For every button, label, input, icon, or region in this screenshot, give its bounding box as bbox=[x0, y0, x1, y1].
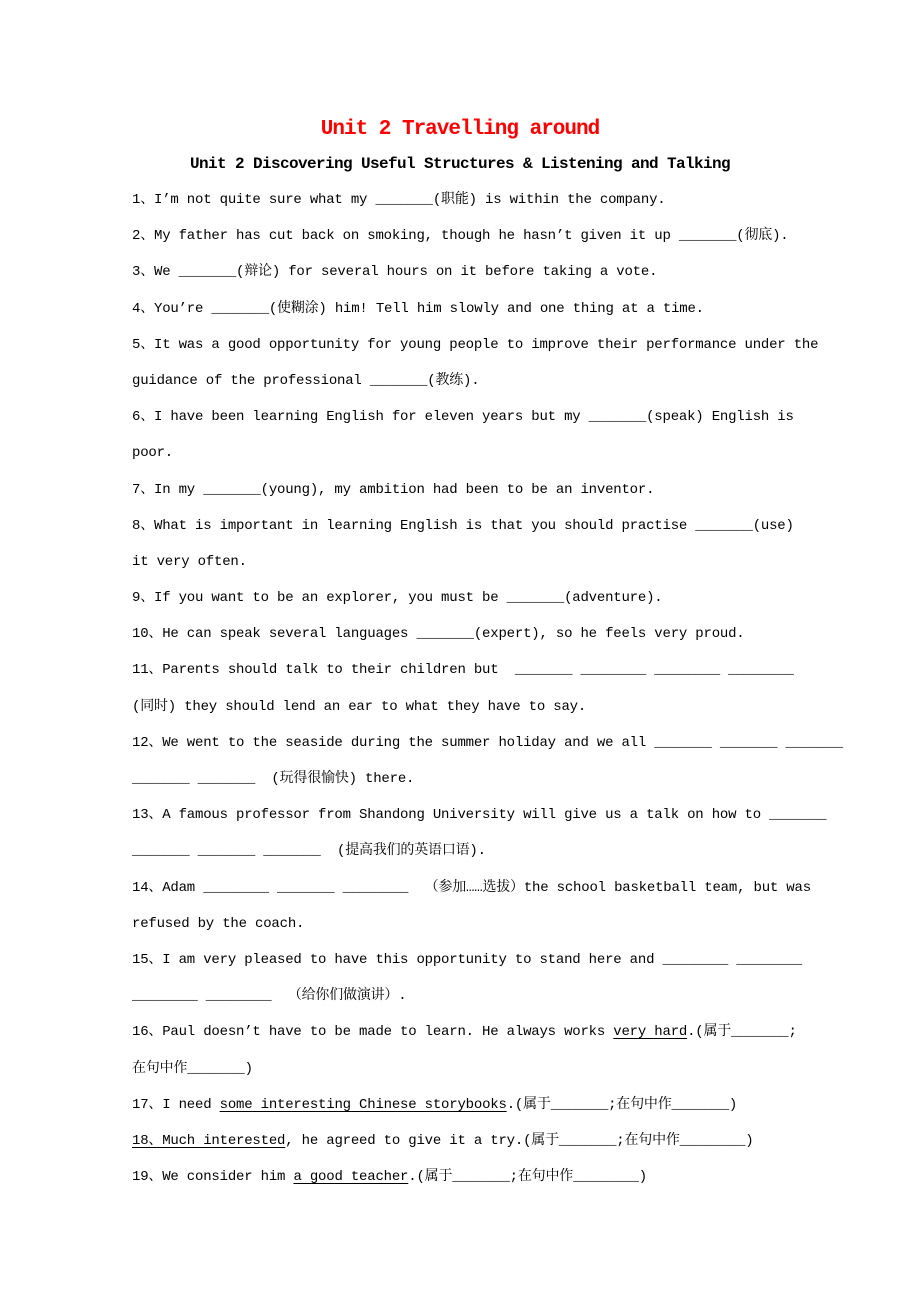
underlined-phrase: a good teacher bbox=[293, 1169, 409, 1186]
text-run: 10、He can speak several languages _______(expert), so he feels very proud. bbox=[132, 626, 745, 643]
underlined-phrase: 18、Much interested bbox=[132, 1132, 286, 1149]
exercise-line-17 bbox=[132, 761, 836, 797]
underlined-phrase: some interesting Chinese storybooks bbox=[219, 1096, 507, 1113]
text-run: 16、Paul doesn’t have to be made to learn. He always works bbox=[132, 1024, 614, 1041]
exercise-line-12 bbox=[132, 580, 836, 616]
document-header bbox=[0, 114, 920, 182]
page-subtitle: Unit 2 Discovering Useful Structures & Listening and Talking bbox=[189, 155, 731, 173]
exercise-line-11 bbox=[132, 544, 836, 580]
exercise-line-24 bbox=[132, 1014, 836, 1050]
exercise-line-25 bbox=[132, 1051, 836, 1087]
text-run: 15、I am very pleased to have this opportunity to stand here and ________ ________ bbox=[132, 951, 802, 968]
exercise-line-28 bbox=[132, 1159, 836, 1195]
text-run: 13、A famous professor from Shandong University will give us a talk on how to _______ bbox=[132, 807, 827, 824]
text-run: 7、In my _______(young), my ambition had been to be an inventor. bbox=[132, 481, 655, 498]
text-run: 4、You’re _______(使糊涂) him! Tell him slowly and one thing at a time. bbox=[132, 300, 704, 317]
text-run: 12、We went to the seaside during the summer holiday and we all _______ _______ _______ bbox=[132, 734, 843, 751]
exercise-line-21 bbox=[132, 906, 836, 942]
exercise-line-15 bbox=[132, 689, 836, 725]
exercise-line-1 bbox=[132, 182, 836, 218]
text-run: 14、Adam ________ _______ ________ （参加……选拔）the school basketball team, but was bbox=[132, 879, 811, 896]
underlined-phrase: very hard bbox=[613, 1024, 688, 1041]
exercise-line-26 bbox=[132, 1087, 836, 1123]
text-run: 3、We _______(辩论) for several hours on it before taking a vote. bbox=[132, 264, 658, 281]
text-run: 19、We consider him bbox=[132, 1169, 294, 1186]
exercise-line-6 bbox=[132, 363, 836, 399]
text-run: 17、I need bbox=[132, 1096, 220, 1113]
exercise-line-14 bbox=[132, 652, 836, 688]
exercise-line-19 bbox=[132, 833, 836, 869]
text-run: 2、My father has cut back on smoking, though he hasn’t given it up _______(彻底). bbox=[132, 228, 789, 245]
text-run: .(属于_______;在句中作________) bbox=[408, 1169, 647, 1186]
exercise-line-3 bbox=[132, 254, 836, 290]
text-run: _______ _______ _______ (提高我们的英语口语). bbox=[132, 843, 486, 860]
exercise-line-22 bbox=[132, 942, 836, 978]
text-run: poor. bbox=[132, 445, 174, 462]
text-run: guidance of the professional _______(教练). bbox=[132, 372, 480, 389]
text-run: _______ _______ (玩得很愉快) there. bbox=[132, 771, 415, 787]
text-run: (同时) they should lend an ear to what they have to say. bbox=[132, 698, 587, 715]
text-run: 6、I have been learning English for eleven years but my _______(speak) English is bbox=[132, 409, 794, 426]
exercise-line-13 bbox=[132, 616, 836, 652]
text-run: it very often. bbox=[132, 553, 247, 570]
text-run: 1、I’m not quite sure what my _______(职能) is within the company. bbox=[132, 192, 666, 208]
exercise-line-18 bbox=[132, 797, 836, 833]
text-run: ________ ________ （给你们做演讲）. bbox=[132, 988, 407, 1005]
text-run: 在句中作_______) bbox=[132, 1060, 253, 1077]
exercise-list bbox=[132, 182, 843, 1195]
text-run: 9、If you want to be an explorer, you must be _______(adventure). bbox=[132, 590, 663, 607]
exercise-line-16 bbox=[132, 725, 843, 761]
exercise-line-20 bbox=[132, 870, 836, 906]
exercise-line-4 bbox=[132, 291, 836, 327]
exercise-line-8 bbox=[132, 435, 836, 471]
exercise-line-27 bbox=[132, 1123, 836, 1159]
exercise-line-5 bbox=[132, 327, 836, 363]
exercise-line-10 bbox=[132, 508, 836, 544]
text-run: 11、Parents should talk to their children but _______ ________ ________ ________ bbox=[132, 662, 794, 679]
text-run: .(属于_______;在句中作_______) bbox=[506, 1096, 738, 1113]
text-run: .(属于_______; bbox=[687, 1024, 797, 1041]
exercise-line-2 bbox=[132, 218, 836, 254]
exercise-line-23 bbox=[132, 978, 836, 1014]
text-run: refused by the coach. bbox=[132, 915, 305, 932]
exercise-line-7 bbox=[132, 399, 836, 435]
text-run: 5、It was a good opportunity for young people to improve their performance under the bbox=[132, 336, 819, 353]
text-run: , he agreed to give it a try.(属于_______;在句中作________) bbox=[285, 1132, 754, 1149]
text-run: 8、What is important in learning English is that you should practise _______(use) bbox=[132, 517, 794, 534]
page-title: Unit 2 Travelling around bbox=[320, 118, 600, 141]
exercise-line-9 bbox=[132, 472, 836, 508]
